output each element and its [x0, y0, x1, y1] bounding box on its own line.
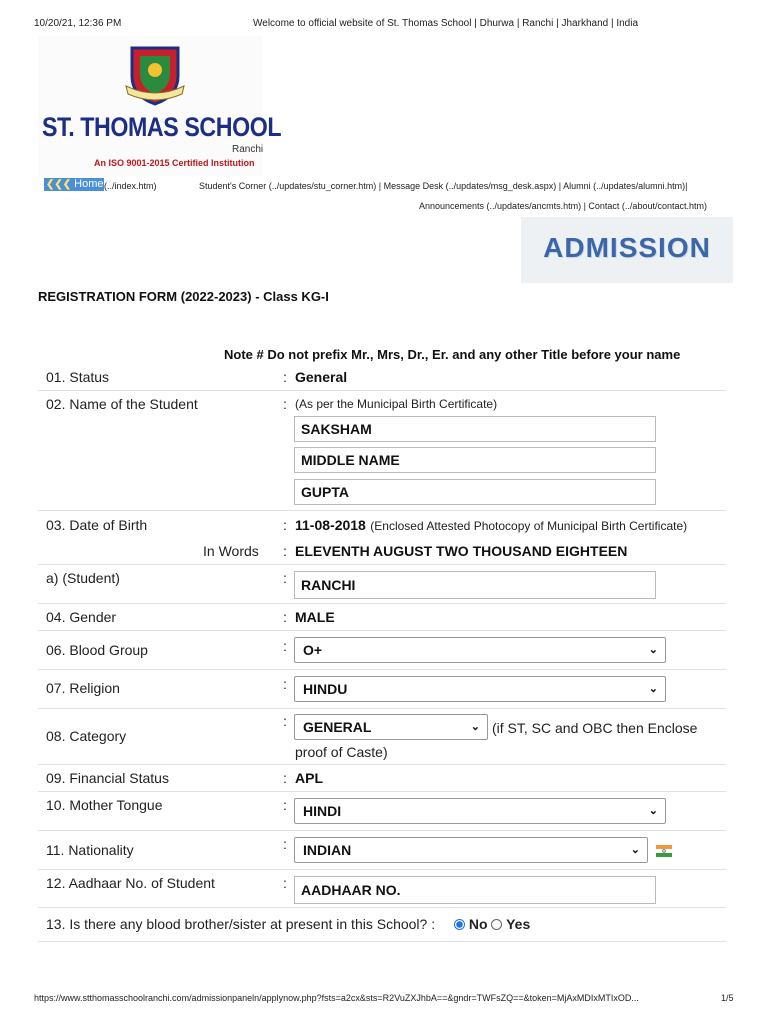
colon: : [283, 543, 287, 559]
colon: : [283, 713, 287, 729]
colon: : [283, 875, 287, 891]
status-label: 01. Status [46, 369, 110, 385]
category-note-2: proof of Caste) [295, 744, 388, 760]
chevron-down-icon: ⌄ [648, 683, 658, 695]
colon: : [283, 570, 287, 586]
row-divider [38, 669, 726, 670]
sibling-no-label[interactable]: No [468, 916, 488, 932]
blood-group-label: 06. Blood Group [46, 642, 148, 658]
row-divider [38, 630, 726, 631]
print-datetime: 10/20/21, 12:36 PM [34, 18, 122, 29]
aadhaar-input[interactable]: AADHAAR NO. [294, 876, 656, 904]
category-label: 08. Category [46, 728, 127, 744]
student-name-label: 02. Name of the Student [46, 396, 198, 412]
dob-note: (Enclosed Attested Photocopy of Municipal Birth Certificate) [370, 519, 688, 533]
colon: : [283, 638, 287, 654]
row-divider [38, 603, 726, 604]
blood-group-value: O+ [303, 642, 323, 658]
colon: : [283, 396, 287, 412]
nav-links-line2[interactable]: Announcements (../updates/ancmts.htm) | Contact (../about/contact.htm) [419, 201, 707, 211]
colon: : [283, 797, 287, 813]
mother-tongue-select[interactable] [294, 798, 666, 824]
colon: : [283, 676, 287, 692]
dob-words-label: In Words [203, 543, 259, 559]
chevron-down-icon: ⌄ [630, 844, 640, 856]
dob-words-value: ELEVENTH AUGUST TWO THOUSAND EIGHTEEN [295, 543, 628, 559]
row-divider [38, 907, 726, 908]
middle-name-input[interactable]: MIDDLE NAME [294, 447, 656, 473]
admission-banner [521, 217, 733, 283]
row-divider [38, 764, 726, 765]
religion-select[interactable] [294, 676, 666, 702]
nationality-label: 11. Nationality [46, 842, 134, 858]
gender-label: 04. Gender [46, 609, 117, 625]
birthplace-label: a) (Student) [46, 570, 120, 586]
home-link-text[interactable]: (../index.htm) [104, 181, 157, 191]
print-url: https://www.stthomasschoolranchi.com/admissionpaneln/applynow.php?fsts=a2cx&sts=R2VuZXJhbA==&gndr=TWFsZQ==&token=MjAxMDIxMTIxOD... [34, 993, 639, 1003]
dob-value: 11-08-2018 [295, 517, 366, 533]
sibling-question: 13. Is there any blood brother/sister at present in this School? : [46, 916, 436, 932]
colon: : [283, 517, 287, 533]
last-name-input[interactable]: GUPTA [294, 479, 656, 505]
mother-tongue-value: HINDI [303, 803, 342, 819]
school-city: Ranchi [232, 144, 264, 155]
blood-group-select[interactable] [294, 637, 666, 663]
nav-links-line1[interactable]: Student's Corner (../updates/stu_corner.htm) | Message Desk (../updates/msg_desk.aspx) | Alumni (../updates/alumni.htm)| [199, 181, 688, 191]
row-divider [38, 708, 726, 709]
chevrons-left-icon: ❮❮❮ [46, 179, 72, 190]
home-label: Home [74, 178, 104, 190]
gender-value: MALE [295, 609, 335, 625]
status-value: General [295, 369, 348, 385]
home-button[interactable] [44, 178, 104, 191]
mother-tongue-label: 10. Mother Tongue [46, 797, 163, 813]
print-page-number: 1/5 [721, 993, 734, 1003]
category-select[interactable] [294, 714, 488, 740]
row-divider [38, 941, 726, 942]
category-value: GENERAL [303, 719, 372, 735]
form-note: Note # Do not prefix Mr., Mrs, Dr., Er. and any other Title before your name [224, 347, 681, 362]
colon: : [283, 770, 287, 786]
chevron-down-icon: ⌄ [470, 721, 480, 733]
sibling-yes-label[interactable]: Yes [506, 916, 531, 932]
form-title: REGISTRATION FORM (2022-2023) - Class KG-I [38, 289, 329, 304]
row-divider [38, 564, 726, 565]
school-certification: An ISO 9001-2015 Certified Institution [94, 158, 255, 168]
religion-label: 07. Religion [46, 680, 120, 696]
sibling-radio-group [454, 916, 530, 932]
nationality-value: INDIAN [303, 842, 352, 858]
student-name-hint: (As per the Municipal Birth Certificate) [295, 397, 498, 411]
financial-status-label: 09. Financial Status [46, 770, 169, 786]
row-divider [38, 791, 726, 792]
sibling-yes-radio[interactable] [491, 919, 502, 930]
school-crest-icon [124, 42, 186, 106]
religion-value: HINDU [303, 681, 348, 697]
financial-status-value: APL [295, 770, 323, 786]
category-note: (if ST, SC and OBC then Enclose [492, 720, 698, 736]
birthplace-input[interactable]: RANCHI [294, 571, 656, 599]
row-divider [38, 510, 726, 511]
print-page-title: Welcome to official website of St. Thomas School | Dhurwa | Ranchi | Jharkhand | India [253, 18, 639, 29]
first-name-input[interactable]: SAKSHAM [294, 416, 656, 442]
school-name: ST. THOMAS SCHOOL [42, 112, 282, 142]
chevron-down-icon: ⌄ [648, 805, 658, 817]
chevron-down-icon: ⌄ [648, 644, 658, 656]
nationality-select[interactable] [294, 837, 648, 863]
aadhaar-label: 12. Aadhaar No. of Student [46, 875, 215, 891]
admission-banner-text: ADMISSION [543, 232, 711, 263]
row-divider [38, 869, 726, 870]
dob-label: 03. Date of Birth [46, 517, 148, 533]
india-flag-icon [656, 845, 672, 857]
row-divider [38, 390, 726, 391]
colon: : [283, 836, 287, 852]
colon: : [283, 369, 287, 385]
dob-row [295, 517, 687, 535]
sibling-no-radio[interactable] [454, 919, 465, 930]
row-divider [38, 830, 726, 831]
colon: : [283, 609, 287, 625]
